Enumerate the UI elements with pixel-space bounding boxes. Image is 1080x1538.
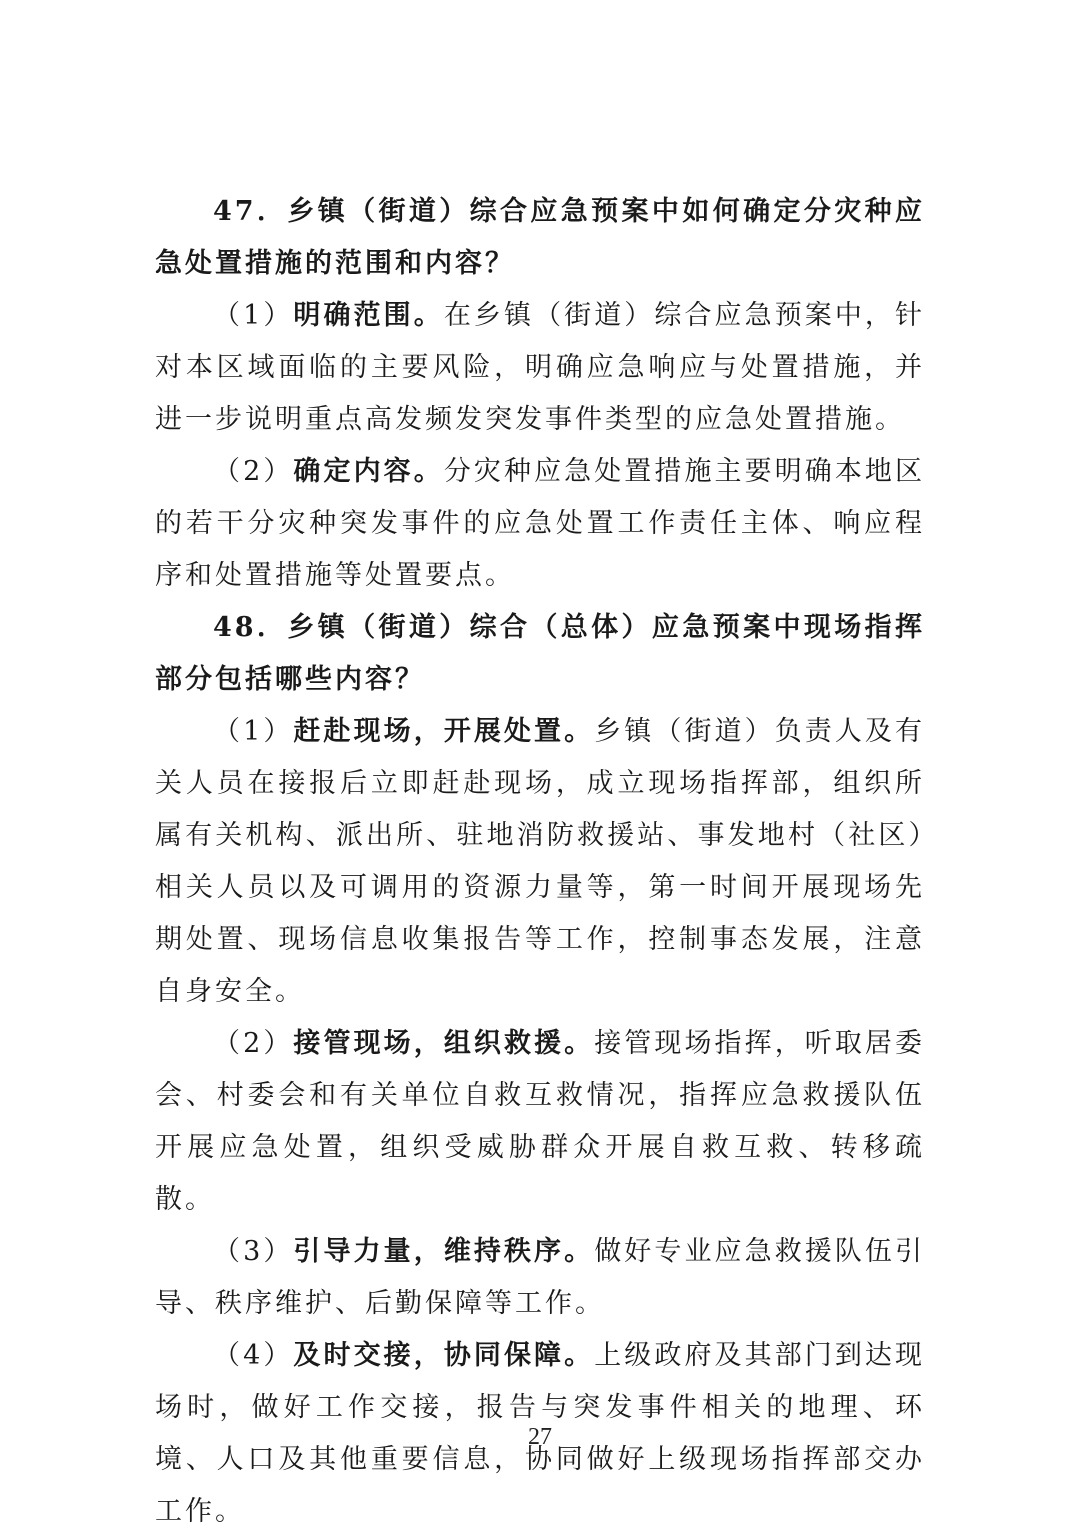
item-lead: 确定内容。: [293, 456, 444, 487]
question-48-title: 48．乡镇（街道）综合（总体）应急预案中现场指挥部分包括哪些内容？: [155, 612, 925, 695]
item-lead: 明确范围。: [293, 300, 444, 331]
answer-48-item-3: [155, 1226, 925, 1330]
answer-48-item-2: [155, 1018, 925, 1226]
item-number: （1）: [213, 300, 294, 331]
item-text: 分灾种应急处置措施主要明确本地区的若干分灾种突发事件的应急处置工作责任主体、响应程序和处置措施等处置要点。: [155, 456, 926, 591]
item-text: 上级政府及其部门到达现场时，做好工作交接，报告与突发事件相关的地理、环境、人口及其他重要信息，协同做好上级现场指挥部交办工作。: [155, 1340, 926, 1527]
page-number: 27: [528, 1424, 552, 1450]
item-text: 在乡镇（街道）综合应急预案中，针对本区域面临的主要风险，明确应急响应与处置措施，并进一步说明重点高发频发突发事件类型的应急处置措施。: [155, 300, 926, 435]
answer-47-item-1: [155, 290, 925, 446]
answer-48-item-1: [155, 706, 925, 1018]
item-lead: 赶赴现场，开展处置。: [293, 716, 595, 747]
answer-47-item-2: [155, 446, 925, 602]
item-number: （3）: [213, 1236, 294, 1267]
item-number: （4）: [213, 1340, 294, 1371]
item-lead: 引导力量，维持秩序。: [293, 1236, 595, 1267]
document-body: [155, 186, 925, 1538]
item-number: （2）: [213, 456, 294, 487]
item-text: 乡镇（街道）负责人及有关人员在接报后立即赶赴现场，成立现场指挥部，组织所属有关机构、派出所、驻地消防救援站、事发地村（社区）相关人员以及可调用的资源力量等，第一时间开展现场先期处置、现场信息收集报告等工作，控制事态发展，注意自身安全。: [155, 716, 926, 1007]
item-text: 接管现场指挥，听取居委会、村委会和有关单位自救互救情况，指挥应急救援队伍开展应急处置，组织受威胁群众开展自救互救、转移疏散。: [155, 1028, 926, 1215]
question-47-title: 47．乡镇（街道）综合应急预案中如何确定分灾种应急处置措施的范围和内容？: [155, 196, 925, 279]
item-number: （1）: [213, 716, 294, 747]
item-lead: 接管现场，组织救援。: [293, 1028, 595, 1059]
item-text: 做好专业应急救援队伍引导、秩序维护、后勤保障等工作。: [155, 1236, 926, 1319]
item-number: （2）: [213, 1028, 294, 1059]
item-lead: 及时交接，协同保障。: [293, 1340, 595, 1371]
